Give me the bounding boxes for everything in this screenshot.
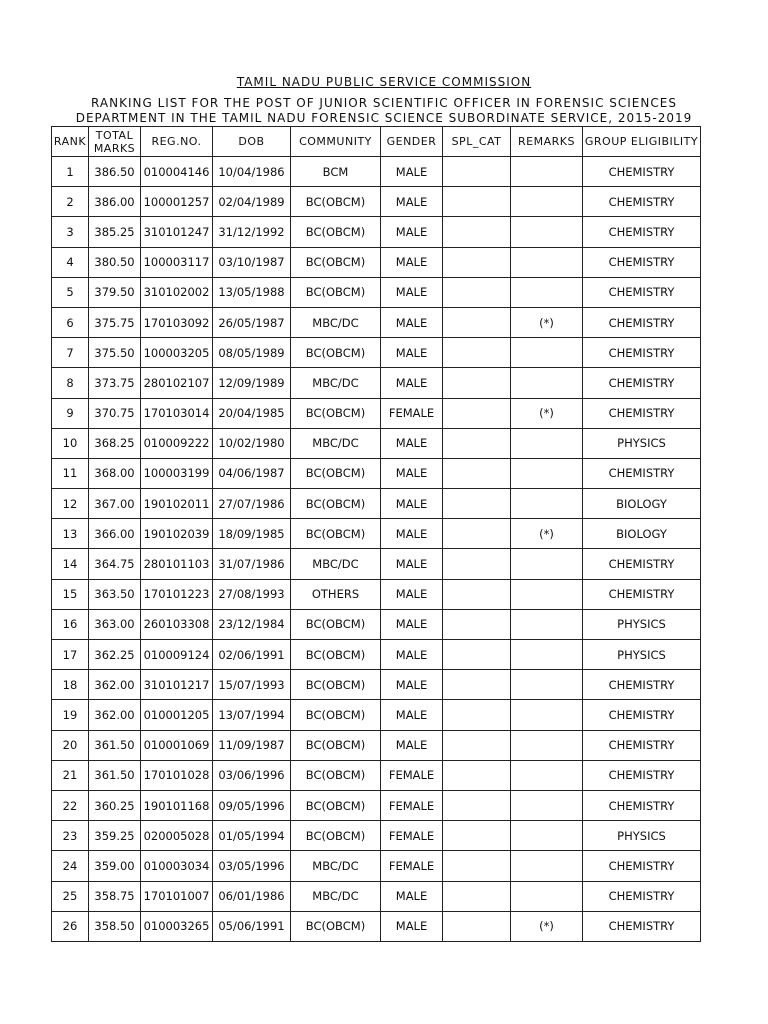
reg-no-cell: 170103014 — [141, 398, 213, 428]
reg-no-cell: 010001205 — [141, 700, 213, 730]
reg-no-cell: 010009222 — [141, 428, 213, 458]
table-row — [52, 730, 701, 760]
remarks-cell — [511, 821, 583, 851]
table-row — [52, 579, 701, 609]
group-eligibility-cell: CHEMISTRY — [583, 307, 701, 337]
remarks-cell: (*) — [511, 911, 583, 941]
community-cell: BC(OBCM) — [291, 338, 381, 368]
dob-cell: 12/09/1989 — [213, 368, 291, 398]
rank-cell: 14 — [52, 549, 89, 579]
group-eligibility-cell: PHYSICS — [583, 640, 701, 670]
reg-no-cell: 310102002 — [141, 277, 213, 307]
group-eligibility-cell: CHEMISTRY — [583, 700, 701, 730]
reg-no-cell: 010001069 — [141, 730, 213, 760]
document-subtitle-line1: RANKING LIST FOR THE POST OF JUNIOR SCIENTIFIC OFFICER IN FORENSIC SCIENCES — [91, 96, 677, 110]
group-eligibility-cell: CHEMISTRY — [583, 217, 701, 247]
reg-no-cell: 010004146 — [141, 157, 213, 187]
spl-cat-cell — [443, 730, 511, 760]
total-marks-cell: 385.25 — [89, 217, 141, 247]
total-marks-cell: 358.50 — [89, 911, 141, 941]
rank-cell: 6 — [52, 307, 89, 337]
rank-cell: 15 — [52, 579, 89, 609]
dob-cell: 01/05/1994 — [213, 821, 291, 851]
group-eligibility-cell: CHEMISTRY — [583, 549, 701, 579]
reg-no-cell: 010003034 — [141, 851, 213, 881]
group-eligibility-cell: CHEMISTRY — [583, 368, 701, 398]
reg-no-cell: 260103308 — [141, 609, 213, 639]
remarks-cell — [511, 458, 583, 488]
table-row — [52, 277, 701, 307]
table-row — [52, 187, 701, 217]
gender-cell: MALE — [381, 609, 443, 639]
total-marks-cell: 361.50 — [89, 760, 141, 790]
remarks-cell — [511, 247, 583, 277]
total-marks-cell: 362.25 — [89, 640, 141, 670]
community-cell: BC(OBCM) — [291, 790, 381, 820]
gender-cell: MALE — [381, 368, 443, 398]
community-cell: MBC/DC — [291, 428, 381, 458]
table-row — [52, 609, 701, 639]
reg-no-cell: 190102011 — [141, 489, 213, 519]
gender-cell: MALE — [381, 640, 443, 670]
remarks-cell — [511, 217, 583, 247]
spl-cat-cell — [443, 579, 511, 609]
remarks-cell: (*) — [511, 307, 583, 337]
community-cell: BC(OBCM) — [291, 609, 381, 639]
reg-no-cell: 100003199 — [141, 458, 213, 488]
table-header — [52, 127, 701, 157]
header-reg-no: REG.NO. — [141, 127, 213, 157]
spl-cat-cell — [443, 670, 511, 700]
remarks-cell — [511, 700, 583, 730]
spl-cat-cell — [443, 821, 511, 851]
community-cell: BC(OBCM) — [291, 277, 381, 307]
total-marks-cell: 362.00 — [89, 670, 141, 700]
table-row — [52, 458, 701, 488]
spl-cat-cell — [443, 187, 511, 217]
rank-cell: 17 — [52, 640, 89, 670]
total-marks-cell: 363.50 — [89, 579, 141, 609]
group-eligibility-cell: CHEMISTRY — [583, 338, 701, 368]
spl-cat-cell — [443, 609, 511, 639]
rank-cell: 1 — [52, 157, 89, 187]
remarks-cell — [511, 489, 583, 519]
dob-cell: 04/06/1987 — [213, 458, 291, 488]
gender-cell: MALE — [381, 670, 443, 700]
group-eligibility-cell: BIOLOGY — [583, 489, 701, 519]
group-eligibility-cell: CHEMISTRY — [583, 247, 701, 277]
gender-cell: MALE — [381, 157, 443, 187]
rank-cell: 11 — [52, 458, 89, 488]
spl-cat-cell — [443, 217, 511, 247]
reg-no-cell: 100003117 — [141, 247, 213, 277]
community-cell: BC(OBCM) — [291, 519, 381, 549]
group-eligibility-cell: CHEMISTRY — [583, 851, 701, 881]
spl-cat-cell — [443, 458, 511, 488]
dob-cell: 18/09/1985 — [213, 519, 291, 549]
reg-no-cell: 310101217 — [141, 670, 213, 700]
total-marks-cell: 359.00 — [89, 851, 141, 881]
reg-no-cell: 190102039 — [141, 519, 213, 549]
reg-no-cell: 010009124 — [141, 640, 213, 670]
remarks-cell — [511, 277, 583, 307]
table-row — [52, 307, 701, 337]
reg-no-cell: 280101103 — [141, 549, 213, 579]
spl-cat-cell — [443, 549, 511, 579]
rank-cell: 19 — [52, 700, 89, 730]
total-marks-cell: 370.75 — [89, 398, 141, 428]
rank-cell: 9 — [52, 398, 89, 428]
table-row — [52, 881, 701, 911]
remarks-cell: (*) — [511, 519, 583, 549]
rank-cell: 22 — [52, 790, 89, 820]
dob-cell: 03/06/1996 — [213, 760, 291, 790]
gender-cell: FEMALE — [381, 760, 443, 790]
gender-cell: MALE — [381, 458, 443, 488]
table-row — [52, 217, 701, 247]
community-cell: BC(OBCM) — [291, 489, 381, 519]
rank-cell: 26 — [52, 911, 89, 941]
total-marks-cell: 361.50 — [89, 730, 141, 760]
remarks-cell — [511, 790, 583, 820]
reg-no-cell: 010003265 — [141, 911, 213, 941]
spl-cat-cell — [443, 428, 511, 458]
gender-cell: MALE — [381, 579, 443, 609]
dob-cell: 23/12/1984 — [213, 609, 291, 639]
group-eligibility-cell: PHYSICS — [583, 428, 701, 458]
dob-cell: 13/07/1994 — [213, 700, 291, 730]
rank-cell: 5 — [52, 277, 89, 307]
spl-cat-cell — [443, 760, 511, 790]
reg-no-cell: 280102107 — [141, 368, 213, 398]
community-cell: BC(OBCM) — [291, 217, 381, 247]
gender-cell: FEMALE — [381, 790, 443, 820]
remarks-cell — [511, 851, 583, 881]
community-cell: BCM — [291, 157, 381, 187]
gender-cell: MALE — [381, 338, 443, 368]
table-row — [52, 670, 701, 700]
gender-cell: MALE — [381, 881, 443, 911]
total-marks-cell: 367.00 — [89, 489, 141, 519]
rank-cell: 10 — [52, 428, 89, 458]
remarks-cell — [511, 640, 583, 670]
spl-cat-cell — [443, 790, 511, 820]
rank-cell: 13 — [52, 519, 89, 549]
header-spl-cat: SPL_CAT — [443, 127, 511, 157]
spl-cat-cell — [443, 277, 511, 307]
table-row — [52, 549, 701, 579]
spl-cat-cell — [443, 338, 511, 368]
gender-cell: FEMALE — [381, 851, 443, 881]
remarks-cell — [511, 338, 583, 368]
document-subtitle-line2: DEPARTMENT IN THE TAMIL NADU FORENSIC SCIENCE SUBORDINATE SERVICE, 2015-2019 — [75, 111, 693, 125]
community-cell: MBC/DC — [291, 881, 381, 911]
dob-cell: 26/05/1987 — [213, 307, 291, 337]
group-eligibility-cell: CHEMISTRY — [583, 790, 701, 820]
dob-cell: 15/07/1993 — [213, 670, 291, 700]
spl-cat-cell — [443, 700, 511, 730]
spl-cat-cell — [443, 911, 511, 941]
ranking-table — [51, 126, 701, 942]
dob-cell: 27/07/1986 — [213, 489, 291, 519]
dob-cell: 10/04/1986 — [213, 157, 291, 187]
dob-cell: 05/06/1991 — [213, 911, 291, 941]
gender-cell: MALE — [381, 519, 443, 549]
total-marks-cell: 368.25 — [89, 428, 141, 458]
remarks-cell — [511, 549, 583, 579]
spl-cat-cell — [443, 157, 511, 187]
table-row — [52, 519, 701, 549]
dob-cell: 13/05/1988 — [213, 277, 291, 307]
group-eligibility-cell: CHEMISTRY — [583, 881, 701, 911]
dob-cell: 03/10/1987 — [213, 247, 291, 277]
gender-cell: MALE — [381, 247, 443, 277]
dob-cell: 11/09/1987 — [213, 730, 291, 760]
group-eligibility-cell: CHEMISTRY — [583, 398, 701, 428]
table-row — [52, 790, 701, 820]
total-marks-cell: 386.00 — [89, 187, 141, 217]
reg-no-cell: 100003205 — [141, 338, 213, 368]
rank-cell: 21 — [52, 760, 89, 790]
gender-cell: MALE — [381, 489, 443, 519]
remarks-cell: (*) — [511, 398, 583, 428]
group-eligibility-cell: CHEMISTRY — [583, 760, 701, 790]
table-row — [52, 428, 701, 458]
remarks-cell — [511, 881, 583, 911]
rank-cell: 16 — [52, 609, 89, 639]
remarks-cell — [511, 760, 583, 790]
group-eligibility-cell: CHEMISTRY — [583, 157, 701, 187]
header-total-marks: TOTAL MARKS — [89, 127, 141, 157]
reg-no-cell: 310101247 — [141, 217, 213, 247]
table-row — [52, 760, 701, 790]
total-marks-cell: 366.00 — [89, 519, 141, 549]
total-marks-cell: 358.75 — [89, 881, 141, 911]
header-group-eligibility: GROUP ELIGIBILITY — [583, 127, 701, 157]
rank-cell: 3 — [52, 217, 89, 247]
reg-no-cell: 170103092 — [141, 307, 213, 337]
group-eligibility-cell: PHYSICS — [583, 609, 701, 639]
gender-cell: MALE — [381, 549, 443, 579]
total-marks-cell: 368.00 — [89, 458, 141, 488]
rank-cell: 8 — [52, 368, 89, 398]
total-marks-cell: 359.25 — [89, 821, 141, 851]
community-cell: BC(OBCM) — [291, 700, 381, 730]
community-cell: BC(OBCM) — [291, 670, 381, 700]
community-cell: BC(OBCM) — [291, 640, 381, 670]
table-row — [52, 640, 701, 670]
rank-cell: 7 — [52, 338, 89, 368]
rank-cell: 25 — [52, 881, 89, 911]
table-row — [52, 368, 701, 398]
gender-cell: MALE — [381, 277, 443, 307]
gender-cell: MALE — [381, 700, 443, 730]
dob-cell: 06/01/1986 — [213, 881, 291, 911]
total-marks-cell: 386.50 — [89, 157, 141, 187]
remarks-cell — [511, 609, 583, 639]
community-cell: BC(OBCM) — [291, 821, 381, 851]
remarks-cell — [511, 368, 583, 398]
table-row — [52, 398, 701, 428]
table-body — [52, 157, 701, 942]
dob-cell: 03/05/1996 — [213, 851, 291, 881]
total-marks-cell: 380.50 — [89, 247, 141, 277]
table-row — [52, 489, 701, 519]
reg-no-cell: 170101223 — [141, 579, 213, 609]
header-dob: DOB — [213, 127, 291, 157]
dob-cell: 09/05/1996 — [213, 790, 291, 820]
group-eligibility-cell: CHEMISTRY — [583, 670, 701, 700]
remarks-cell — [511, 428, 583, 458]
gender-cell: MALE — [381, 428, 443, 458]
dob-cell: 31/12/1992 — [213, 217, 291, 247]
group-eligibility-cell: CHEMISTRY — [583, 277, 701, 307]
dob-cell: 10/02/1980 — [213, 428, 291, 458]
reg-no-cell: 170101007 — [141, 881, 213, 911]
community-cell: BC(OBCM) — [291, 911, 381, 941]
table-row — [52, 700, 701, 730]
total-marks-cell: 375.75 — [89, 307, 141, 337]
total-marks-cell: 364.75 — [89, 549, 141, 579]
group-eligibility-cell: CHEMISTRY — [583, 911, 701, 941]
header-gender: GENDER — [381, 127, 443, 157]
gender-cell: FEMALE — [381, 821, 443, 851]
reg-no-cell: 020005028 — [141, 821, 213, 851]
table-row — [52, 851, 701, 881]
spl-cat-cell — [443, 851, 511, 881]
group-eligibility-cell: PHYSICS — [583, 821, 701, 851]
header-remarks: REMARKS — [511, 127, 583, 157]
total-marks-cell: 373.75 — [89, 368, 141, 398]
gender-cell: MALE — [381, 187, 443, 217]
rank-cell: 23 — [52, 821, 89, 851]
rank-cell: 18 — [52, 670, 89, 700]
community-cell: MBC/DC — [291, 307, 381, 337]
total-marks-cell: 375.50 — [89, 338, 141, 368]
dob-cell: 31/07/1986 — [213, 549, 291, 579]
spl-cat-cell — [443, 368, 511, 398]
spl-cat-cell — [443, 489, 511, 519]
table-row — [52, 911, 701, 941]
gender-cell: MALE — [381, 307, 443, 337]
reg-no-cell: 170101028 — [141, 760, 213, 790]
table-row — [52, 338, 701, 368]
total-marks-cell: 379.50 — [89, 277, 141, 307]
spl-cat-cell — [443, 398, 511, 428]
reg-no-cell: 100001257 — [141, 187, 213, 217]
community-cell: BC(OBCM) — [291, 730, 381, 760]
total-marks-cell: 360.25 — [89, 790, 141, 820]
dob-cell: 02/06/1991 — [213, 640, 291, 670]
community-cell: BC(OBCM) — [291, 247, 381, 277]
community-cell: OTHERS — [291, 579, 381, 609]
dob-cell: 20/04/1985 — [213, 398, 291, 428]
dob-cell: 27/08/1993 — [213, 579, 291, 609]
header-row — [52, 127, 701, 157]
group-eligibility-cell: CHEMISTRY — [583, 730, 701, 760]
spl-cat-cell — [443, 640, 511, 670]
spl-cat-cell — [443, 519, 511, 549]
dob-cell: 08/05/1989 — [213, 338, 291, 368]
total-marks-cell: 362.00 — [89, 700, 141, 730]
community-cell: MBC/DC — [291, 851, 381, 881]
rank-cell: 4 — [52, 247, 89, 277]
dob-cell: 02/04/1989 — [213, 187, 291, 217]
group-eligibility-cell: CHEMISTRY — [583, 458, 701, 488]
header-community: COMMUNITY — [291, 127, 381, 157]
spl-cat-cell — [443, 307, 511, 337]
community-cell: MBC/DC — [291, 368, 381, 398]
header-rank: RANK — [52, 127, 89, 157]
rank-cell: 20 — [52, 730, 89, 760]
remarks-cell — [511, 187, 583, 217]
total-marks-cell: 363.00 — [89, 609, 141, 639]
rank-cell: 24 — [52, 851, 89, 881]
gender-cell: MALE — [381, 217, 443, 247]
community-cell: BC(OBCM) — [291, 187, 381, 217]
table-row — [52, 157, 701, 187]
reg-no-cell: 190101168 — [141, 790, 213, 820]
gender-cell: FEMALE — [381, 398, 443, 428]
document-title: TAMIL NADU PUBLIC SERVICE COMMISSION — [236, 75, 532, 89]
community-cell: BC(OBCM) — [291, 398, 381, 428]
remarks-cell — [511, 579, 583, 609]
remarks-cell — [511, 670, 583, 700]
spl-cat-cell — [443, 247, 511, 277]
gender-cell: MALE — [381, 730, 443, 760]
community-cell: BC(OBCM) — [291, 458, 381, 488]
group-eligibility-cell: CHEMISTRY — [583, 579, 701, 609]
community-cell: BC(OBCM) — [291, 760, 381, 790]
table-row — [52, 821, 701, 851]
group-eligibility-cell: BIOLOGY — [583, 519, 701, 549]
gender-cell: MALE — [381, 911, 443, 941]
rank-cell: 2 — [52, 187, 89, 217]
spl-cat-cell — [443, 881, 511, 911]
remarks-cell — [511, 730, 583, 760]
group-eligibility-cell: CHEMISTRY — [583, 187, 701, 217]
community-cell: MBC/DC — [291, 549, 381, 579]
remarks-cell — [511, 157, 583, 187]
rank-cell: 12 — [52, 489, 89, 519]
table-row — [52, 247, 701, 277]
